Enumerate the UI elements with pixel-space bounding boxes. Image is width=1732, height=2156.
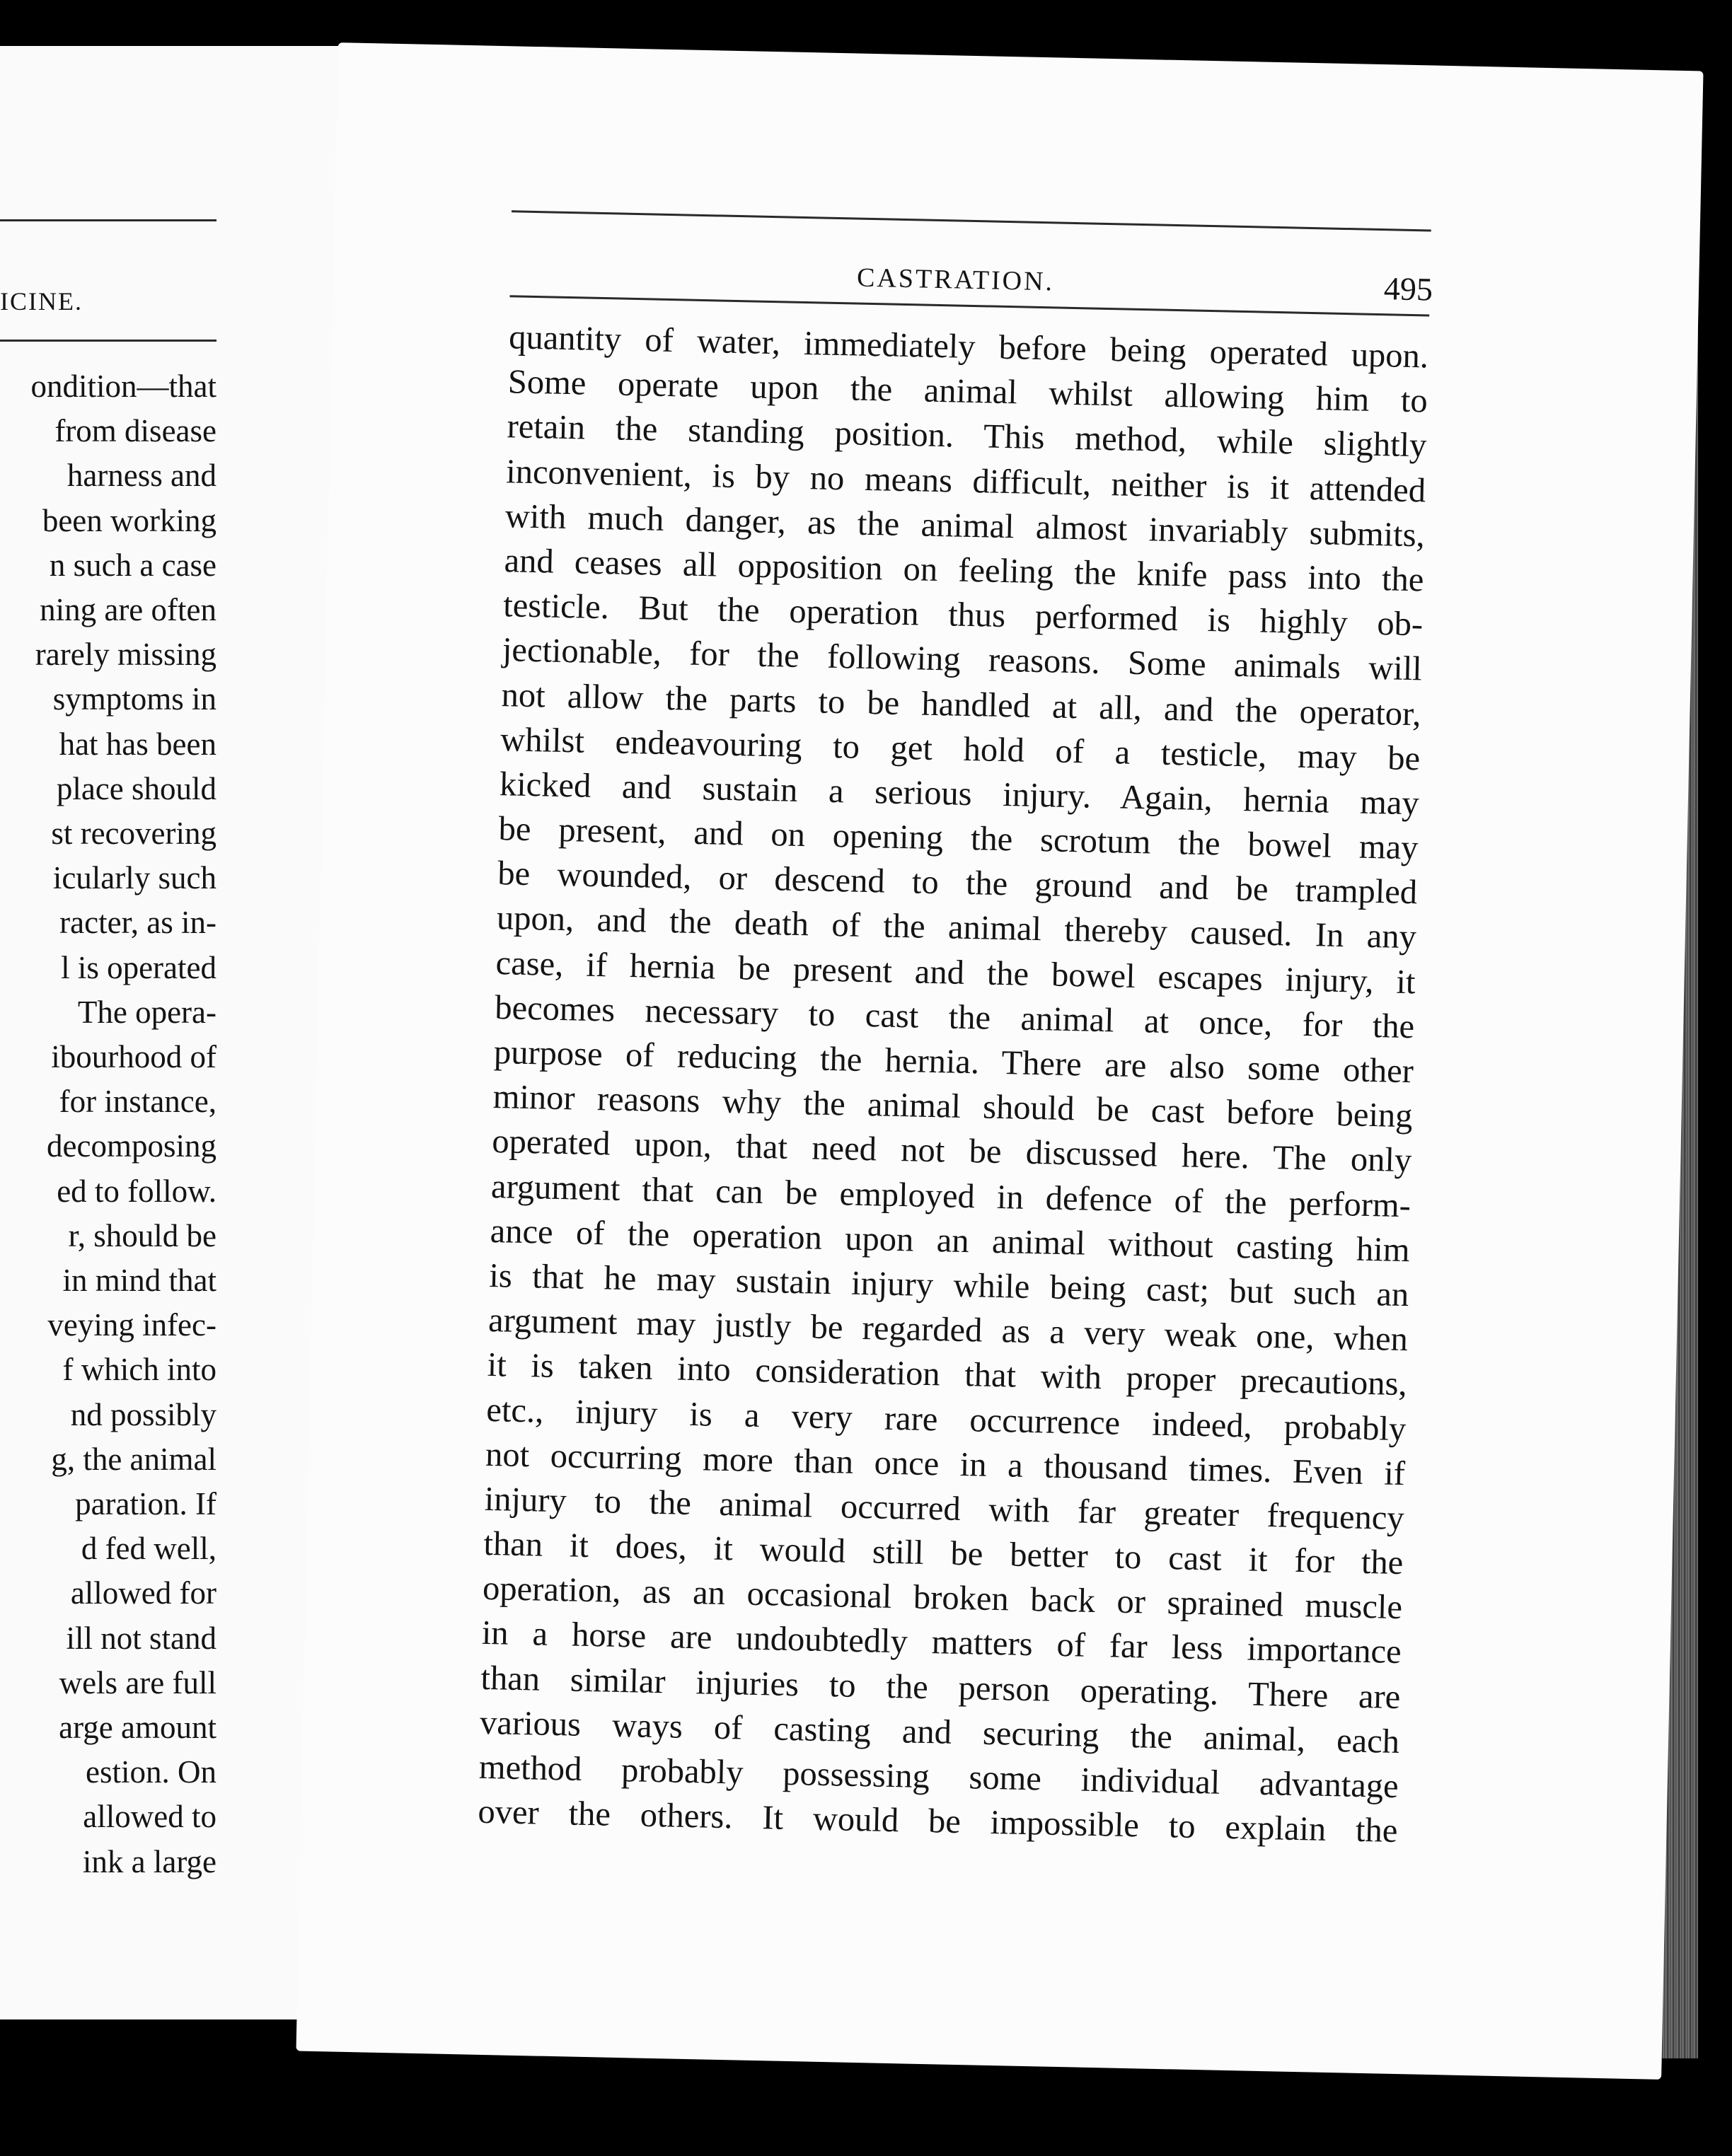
text-line: whilst endeavouring to get hold of a testicle, may be bbox=[500, 720, 1421, 778]
left-text-line: The opera- bbox=[77, 994, 216, 1030]
left-text-line: symptoms in bbox=[52, 681, 216, 717]
left-text-line: wels are full bbox=[59, 1664, 216, 1700]
text-line: be present, and on opening the scrotum the bowel may bbox=[498, 810, 1419, 867]
left-text-line: r, should be bbox=[68, 1217, 216, 1253]
text-line: Some operate upon the animal whilst allowing him to bbox=[507, 363, 1428, 420]
page-number: 495 bbox=[1383, 270, 1433, 308]
body-text bbox=[478, 315, 1429, 1853]
text-line: becomes necessary to cast the animal at once, for the bbox=[494, 988, 1415, 1046]
left-text-line: place should bbox=[56, 770, 216, 806]
text-line: ance of the operation upon an animal without casting him bbox=[490, 1212, 1411, 1269]
right-running-head: CASTRATION. bbox=[856, 262, 1055, 297]
left-text-line: ondition—that bbox=[30, 369, 216, 404]
text-line: upon, and the death of the animal thereby caused. In any bbox=[496, 899, 1417, 956]
text-line: not allow the parts to be handled at all, and the operator, bbox=[501, 676, 1421, 733]
left-text-line: decomposing bbox=[47, 1128, 216, 1164]
text-line: kicked and sustain a serious injury. Again, hernia may bbox=[499, 765, 1420, 823]
text-line: jectionable, for the following reasons. Some animals will bbox=[502, 631, 1423, 688]
left-text-line: f which into bbox=[62, 1352, 216, 1388]
text-line: argument that can be employed in defence of the perform- bbox=[490, 1167, 1411, 1224]
left-text-line: ning are often bbox=[40, 592, 216, 627]
text-line: quantity of water, immediately before being operated upon. bbox=[508, 318, 1429, 376]
left-text-line: allowed for bbox=[70, 1575, 216, 1611]
text-line: minor reasons why the animal should be cast before being bbox=[492, 1078, 1414, 1135]
right-page bbox=[296, 42, 1703, 2080]
text-line: in a horse are undoubtedly matters of far less importance bbox=[481, 1614, 1402, 1671]
text-line: it is taken into consideration that with proper precautions, bbox=[487, 1346, 1408, 1403]
left-text-line: hat has been bbox=[59, 726, 216, 762]
left-text-line: for instance, bbox=[59, 1084, 216, 1120]
left-text-line: been working bbox=[42, 502, 216, 538]
left-text-line: d fed well, bbox=[81, 1531, 216, 1567]
left-text-line: ill not stand bbox=[66, 1620, 216, 1656]
left-text-line: arge amount bbox=[59, 1710, 216, 1745]
left-head-rule bbox=[0, 340, 216, 342]
left-text-line: n such a case bbox=[49, 547, 216, 583]
left-text-line: ed to follow. bbox=[57, 1173, 216, 1209]
text-line: is that he may sustain injury while being cast; but such an bbox=[488, 1256, 1409, 1314]
text-line: be wounded, or descend to the ground and be trampled bbox=[497, 854, 1418, 912]
left-text-line: paration. If bbox=[75, 1486, 216, 1522]
left-top-rule bbox=[0, 219, 216, 221]
left-text-line: ink a large bbox=[82, 1843, 216, 1879]
text-line: testicle. But the operation thus performed is highly ob- bbox=[502, 586, 1424, 644]
left-text-line: g, the animal bbox=[51, 1441, 216, 1477]
text-line: various ways of casting and securing the animal, each bbox=[479, 1703, 1400, 1761]
left-text-line: rarely missing bbox=[35, 637, 216, 673]
left-text-line: estion. On bbox=[86, 1754, 216, 1790]
left-text-line: icularly such bbox=[52, 860, 216, 896]
right-top-rule bbox=[512, 210, 1431, 231]
text-line: over the others. It would be impossible to explain the bbox=[478, 1792, 1398, 1850]
text-line: etc., injury is a very rare occurrence indeed, probably bbox=[485, 1391, 1407, 1448]
text-line: inconvenient, is by no means difficult, neither is it attended bbox=[505, 452, 1426, 509]
left-text-line: st recovering bbox=[51, 816, 216, 851]
text-line: than it does, it would still be better to cast it for the bbox=[483, 1524, 1404, 1582]
text-line: with much danger, as the animal almost invariably submits, bbox=[504, 497, 1426, 555]
text-line: retain the standing position. This method, while slightly bbox=[507, 407, 1427, 465]
text-line: than similar injuries to the person operating. There are bbox=[480, 1659, 1401, 1716]
left-text-line: nd possibly bbox=[70, 1396, 216, 1432]
left-text-line: racter, as in- bbox=[59, 905, 216, 941]
text-line: and ceases all opposition on feeling the knife pass into the bbox=[504, 542, 1424, 599]
right-head-rule bbox=[509, 295, 1429, 316]
text-line: argument may justly be regarded as a very weak one, when bbox=[487, 1302, 1409, 1359]
left-text-line: ibourhood of bbox=[51, 1039, 216, 1074]
left-text-line: harness and bbox=[67, 458, 216, 494]
left-text-line: veying infec- bbox=[47, 1307, 216, 1343]
text-line: not occurring more than once in a thousand times. Even if bbox=[485, 1435, 1406, 1493]
left-text-line: allowed to bbox=[83, 1799, 216, 1835]
text-line: operation, as an occasional broken back or sprained muscle bbox=[482, 1570, 1403, 1627]
left-text-line: from disease bbox=[54, 413, 216, 449]
left-running-head: ICINE. bbox=[0, 287, 83, 315]
text-line: injury to the animal occurred with far greater frequency bbox=[484, 1480, 1405, 1537]
left-text-line: in mind that bbox=[62, 1263, 216, 1298]
text-line: method probably possessing some individual advantage bbox=[478, 1748, 1399, 1806]
text-line: purpose of reducing the hernia. There are also some other bbox=[493, 1033, 1414, 1091]
text-line: operated upon, that need not be discussed here. The only bbox=[491, 1123, 1412, 1180]
text-line: case, if hernia be present and the bowel escapes injury, it bbox=[495, 944, 1416, 1001]
left-text-line: l is operated bbox=[61, 949, 216, 985]
